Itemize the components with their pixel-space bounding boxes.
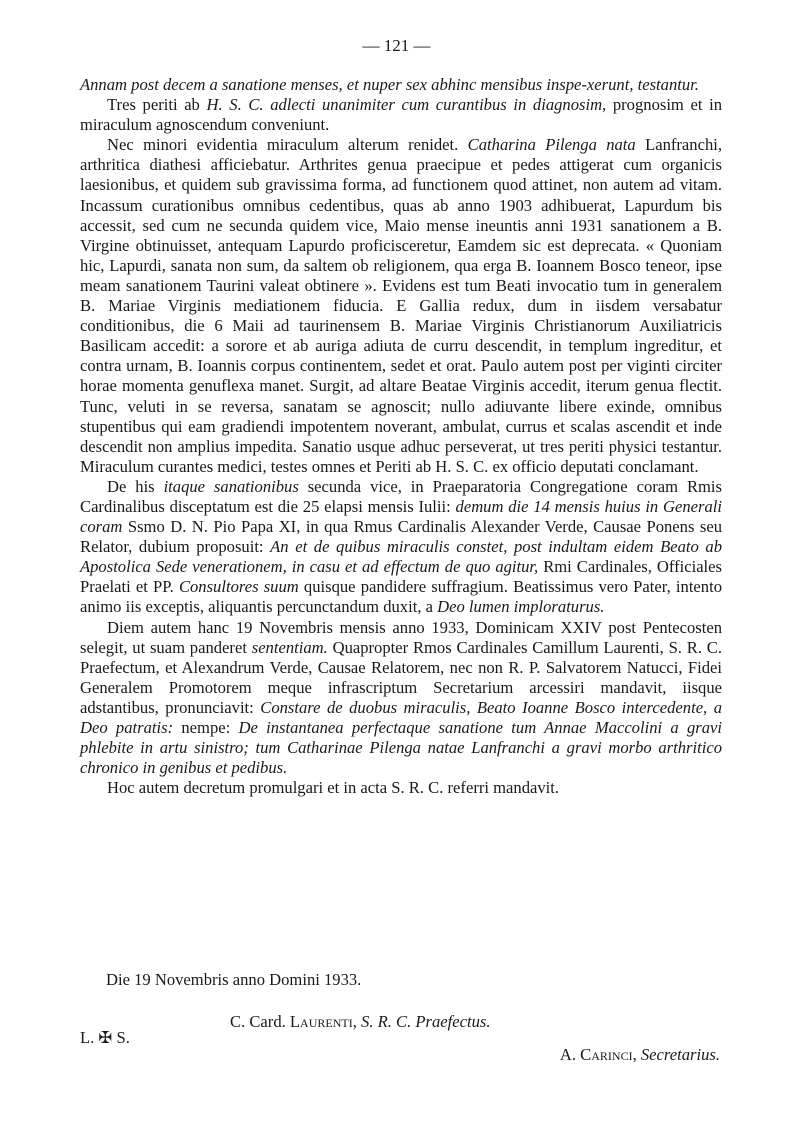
- paragraph: Nec minori evidentia miraculum alterum renidet. Catharina Pilenga nata Lanfranchi, arthritica diathesi afficiebatur. Arthrites genua praecipue et pedes attigerat cum organicis laesionibus, et quidem sub gravissima forma, ad functionem quod attinet, non autem ad vitam. Incassum curationibus omnibus cedentibus, quas ab anno 1903 adhibuerat, Lapurdum bis accessit, sed cum ne secunda quidem vice, Maio mense ineuntis anni 1931 sanationem a B. Virgine obtinuisset, antequam Lapurdo proficisceretur, Eamdem sic est deprecata. « Quoniam hic, Lapurdi, sanata non sum, da saltem ob religionem, qua erga B. Ioannem Bosco teneor, ipse meam sanationem Taurini valeat obtinere ». Evidens est tum Beati invocatio tum in generalem B. Mariae Virginis mediationem fiducia. E Gallia redux, dum in iisdem versabatur conditionibus, die 6 Maii ad taurinensem B. Mariae Virginis Christianorum Auxiliatricis Basilicam accedit: a sorore et ab auriga adiuta de curru descendit, in templum ingreditur, et contra urnam, B. Ioannis corpus continentem, sedet et orat. Paulo autem post per viginti circiter horae momenta genuflexa manet. Surgit, ad altare Beatae Virginis accedit, iterum genua flectit. Tunc, veluti in se reversa, sanatam se agnoscit; nullo adiuvante libere exinde, omnibus stupentibus qui eam gradiendi impotentem noverant, ambulat, currus et scalas ascendit et inde descendit non amplius impedita. Sanatio usque adhuc perseverat, ut tres periti physici testantur. Miraculum curantes medici, testes omnes et Periti ab H. S. C. ex officio deputati conclamant.: [80, 135, 723, 476]
- body-text: [80, 75, 722, 798]
- paragraph: Hoc autem decretum promulgari et in acta S. R. C. referri mandavit.: [107, 778, 560, 798]
- page-number: — 121 —: [362, 36, 431, 55]
- paragraph: De his itaque sanationibus secunda vice, in Praeparatoria Congregatione coram Rmis Cardinalibus disceptatum est die 25 elapsi mensis Iulii: demum die 14 mensis huius in Generali coram Ssmo D. N. Pio Papa XI, in qua Rmus Cardinalis Alexander Verde, Causae Ponens seu Relator, dubium proposuit: An et de quibus miraculis constet, post indultam eidem Beato ab Apostolica Sede venerationem, in casu et ad effectum de quo agitur, Rmi Cardinales, Officiales Praelati et PP. Consultores suum quisque pandidere suffragium. Beatissimus vero Pater, intento animo iis exceptis, aliquantis percunctandum duxit, a Deo lumen imploraturus.: [80, 476, 723, 617]
- prefect-signature: C. Card. Laurenti, S. R. C. Praefectus.: [230, 1012, 491, 1031]
- decree-date: Die 19 Novembris anno Domini 1933.: [106, 970, 362, 989]
- seal-mark: L. ✠ S.: [80, 1028, 130, 1047]
- secretary-signature: A. Carinci, Secretarius.: [559, 1045, 720, 1064]
- paragraph: Annam post decem a sanatione menses, et nuper sex abhinc mensibus inspe-xerunt, testantur.: [80, 75, 699, 94]
- paragraph: Diem autem hanc 19 Novembris mensis anno 1933, Dominicam XXIV post Pentecosten selegit, ut suam panderet sententiam. Quapropter Rmos Cardinales Camillum Laurenti, S. R. C. Praefectum, et Alexandrum Verde, Causae Relatorem, nec non R. P. Salvatorem Natucci, Fidei Generalem Promotorem meque infrascriptum Secretarium arcessiri mandavit, iisque adstantibus, pronunciavit: Constare de duobus miraculis, Beato Ioanne Bosco intercedente, a Deo patratis: nempe: De instantanea perfectaque sanatione tum Annae Maccolini a gravi phlebite in artu sinistro; tum Catharinae Pilenga natae Lanfranchi a gravi morbo arthritico chronico in genibus et pedibus.: [80, 617, 723, 778]
- paragraph: Tres periti ab H. S. C. adlecti unanimiter cum curantibus in diagnosim, prognosim et in miraculum agnoscendum conveniunt.: [80, 95, 722, 135]
